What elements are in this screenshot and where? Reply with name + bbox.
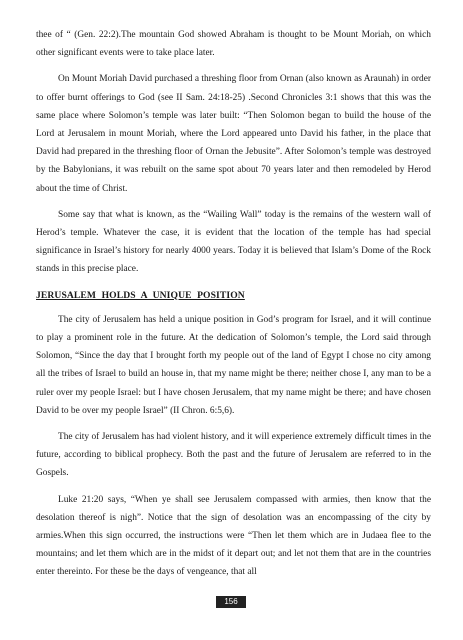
paragraph-mount-moriah: On Mount Moriah David purchased a threshing floor from Ornan (also known as Araunah) in order to offer burnt offerings to God (see II Sam. 24:18-25) .Second Chronicles 3:1 shows that this was the same place where Solomon’s temple was later built: “Then Solomon began to build the house of the Lord at Jerusalem in mount Moriah, where the Lord appeared unto David his father, in the place that David had prepared in the threshing floor of Ornan the Jebusite”. After Solomon’s temple was destroyed by the Babylonians, it was rebuilt on the same spot about 70 years later and then remodeled by Herod about the time of Christ. [36,74,431,194]
paragraph-violent-history: The city of Jerusalem has had violent history, and it will experience extremely difficult times in the future, according to biblical prophecy. Both the past and the future of Jerusalem are referred to in the Gospels. [36,432,431,479]
paragraph-luke-21-20: Luke 21:20 says, “When ye shall see Jerusalem compassed with armies, then know that the desolation thereof is nigh”. Notice that the sign of desolation was an encompassing of the city by armies.When this sign occurred, the instructions were “Then let them which are in Judaea flee to the mountains; and let them which are in the midst of it depart out; and let not them that are in the countries enter thereinto. For these be the days of vengeance, that all [36,494,431,578]
document-page [36,26,431,590]
paragraph-continuation: thee of “ (Gen. 22:2).The mountain God showed Abraham is thought to be Mount Moriah, on which other significant events were to take place later. [36,30,431,59]
paragraph-unique-position: The city of Jerusalem has held a unique position in God’s program for Israel, and it will continue to play a prominent role in the future. At the dedication of Solomon’s temple, the Lord said through Solomon, “Since the day that I brought forth my people out of the land of Egypt I chose no city among all the tribes of Israel to build an house in, that my name might be there; neither chose I, any man to be a ruler over my people Israel: but I have chosen Jerusalem, that my name might be there; and have chosen David to be over my people Israel” (II Chron. 6:5,6). [36,314,431,416]
paragraph-wailing-wall: Some say that what is known, as the “Wailing Wall” today is the remains of the western wall of Herod’s temple. Whatever the case, it is evident that the location of the temple has had special significance in Israel’s history for nearly 4000 years. Today it is believed that Islam’s Dome of the Rock stands in this precise place. [36,209,431,275]
section-heading: JERUSALEM HOLDS A UNIQUE POSITION [36,289,245,301]
page-number-badge: 156 [216,596,246,608]
